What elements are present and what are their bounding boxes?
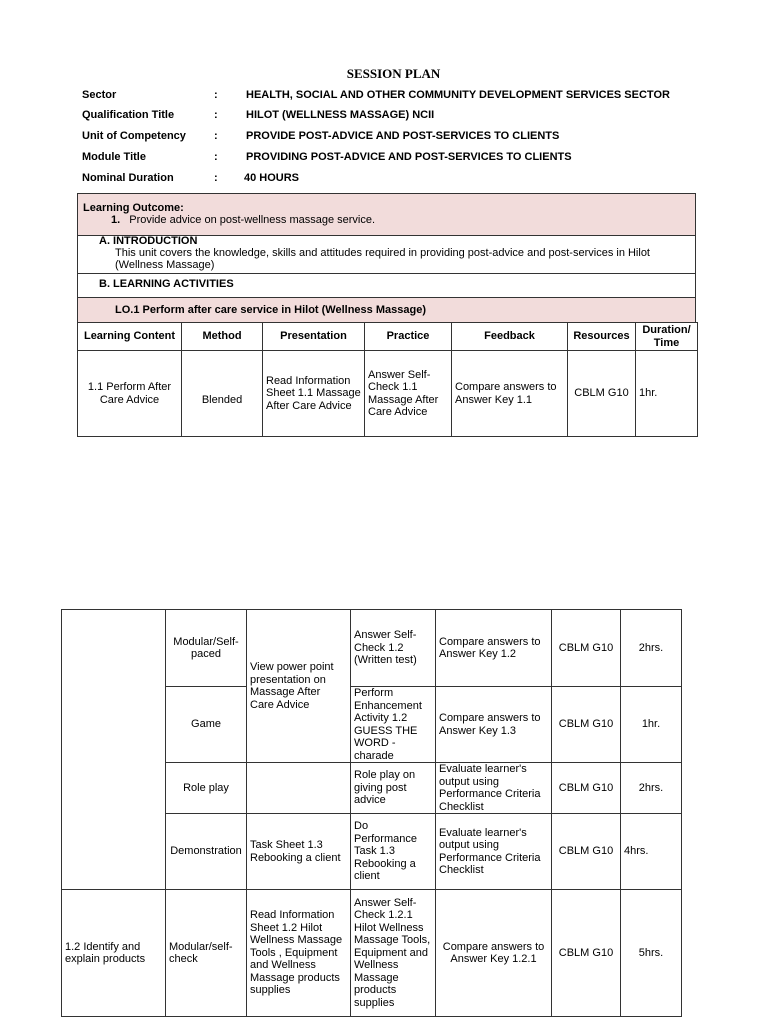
introduction-heading: A. INTRODUCTION — [99, 235, 198, 247]
column-header: Method — [182, 323, 263, 351]
header-value: PROVIDE POST-ADVICE AND POST-SERVICES TO CLIENTS — [246, 130, 560, 142]
resources-cell: CBLM G10 — [568, 351, 636, 437]
presentation-cell: Read Information Sheet 1.1 Massage After Care Advice — [263, 351, 365, 437]
method-cell: Game — [166, 687, 247, 763]
introduction-box — [77, 235, 696, 274]
resources-cell: CBLM G10 — [552, 890, 621, 1017]
presentation-cell: View power point presentation on Massage After Care Advice — [247, 610, 351, 763]
presentation-cell: Task Sheet 1.3 Rebooking a client — [247, 814, 351, 890]
header-colon: : — [214, 109, 218, 121]
header-colon: : — [214, 172, 218, 184]
resources-cell: CBLM G10 — [552, 610, 621, 687]
column-header: Feedback — [452, 323, 568, 351]
introduction-text: This unit covers the knowledge, skills and attitudes required in providing post-advice and post-services in Hilot (Wellness Massage) — [115, 247, 650, 271]
resources-cell: CBLM G10 — [552, 814, 621, 890]
presentation-cell — [247, 763, 351, 814]
learning-activities-box — [77, 273, 696, 298]
duration-cell: 2hrs. — [621, 763, 682, 814]
header-value: HEALTH, SOCIAL AND OTHER COMMUNITY DEVELOPMENT SERVICES SECTOR — [246, 89, 670, 101]
presentation-cell: Read Information Sheet 1.2 Hilot Wellness Massage Tools , Equipment and Wellness Massage products supplies — [247, 890, 351, 1017]
practice-cell: Answer Self-Check 1.2 (Written test) — [351, 610, 436, 687]
feedback-cell: Evaluate learner's output using Performance Criteria Checklist — [436, 763, 552, 814]
learning-content-cell — [62, 610, 166, 890]
practice-cell: Perform Enhancement Activity 1.2 GUESS THE WORD - charade — [351, 687, 436, 763]
header-key: Nominal Duration — [82, 172, 174, 184]
column-header: Presentation — [263, 323, 365, 351]
page-title: SESSION PLAN — [346, 66, 441, 81]
learning-outcome-label: Learning Outcome: — [83, 202, 184, 214]
learning-outcome-number: 1. — [111, 214, 121, 226]
header-key: Module Title — [82, 151, 146, 163]
header-key: Qualification Title — [82, 109, 175, 121]
learning-activities-table — [77, 322, 698, 437]
feedback-cell: Compare answers to Answer Key 1.2.1 — [436, 890, 552, 1017]
column-header: Learning Content — [78, 323, 182, 351]
learning-content-cell: 1.2 Identify and explain products — [62, 890, 166, 1017]
practice-cell: Do Performance Task 1.3 Rebooking a client — [351, 814, 436, 890]
learning-outcome-text: Provide advice on post-wellness massage service. — [129, 214, 376, 226]
header-key: Sector — [82, 89, 117, 101]
column-header: Resources — [568, 323, 636, 351]
method-cell: Demonstration — [166, 814, 247, 890]
header-value: PROVIDING POST-ADVICE AND POST-SERVICES TO CLIENTS — [246, 151, 572, 163]
practice-cell: Role play on giving post advice — [351, 763, 436, 814]
table-row — [62, 890, 682, 1017]
continuation-table — [61, 609, 682, 1017]
practice-cell: Answer Self-Check 1.1 Massage After Care Advice — [365, 351, 452, 437]
header-colon: : — [214, 151, 218, 163]
feedback-cell: Compare answers to Answer Key 1.2 — [436, 610, 552, 687]
method-cell: Blended — [182, 351, 263, 437]
feedback-cell: Compare answers to Answer Key 1.3 — [436, 687, 552, 763]
header-key: Unit of Competency — [82, 130, 186, 142]
duration-cell: 1hr. — [636, 351, 698, 437]
duration-cell: 5hrs. — [621, 890, 682, 1017]
learning-outcome-box — [77, 193, 696, 236]
method-cell: Role play — [166, 763, 247, 814]
learning-outcome-item — [111, 214, 375, 226]
column-header: Duration/ Time — [636, 323, 698, 351]
feedback-cell: Evaluate learner's output using Performance Criteria Checklist — [436, 814, 552, 890]
method-cell: Modular/self-check — [166, 890, 247, 1017]
header-value: 40 HOURS — [244, 172, 300, 184]
table-row — [78, 351, 698, 437]
duration-cell: 2hrs. — [621, 610, 682, 687]
table-row — [62, 610, 682, 687]
header-colon: : — [214, 130, 218, 142]
resources-cell: CBLM G10 — [552, 687, 621, 763]
learning-content-cell: 1.1 Perform After Care Advice — [78, 351, 182, 437]
table-header-row — [78, 323, 698, 351]
header-colon: : — [214, 89, 218, 101]
lo1-heading: LO.1 Perform after care service in Hilot (Wellness Massage) — [115, 304, 426, 316]
duration-cell: 4hrs. — [621, 814, 682, 890]
feedback-cell: Compare answers to Answer Key 1.1 — [452, 351, 568, 437]
method-cell: Modular/Self-paced — [166, 610, 247, 687]
practice-cell: Answer Self-Check 1.2.1 Hilot Wellness Massage Tools, Equipment and Wellness Massage products supplies — [351, 890, 436, 1017]
learning-activities-heading: B. LEARNING ACTIVITIES — [99, 278, 234, 290]
column-header: Practice — [365, 323, 452, 351]
lo1-box — [77, 297, 696, 323]
header-value: HILOT (WELLNESS MASSAGE) NCII — [246, 109, 435, 121]
resources-cell: CBLM G10 — [552, 763, 621, 814]
duration-cell: 1hr. — [621, 687, 682, 763]
